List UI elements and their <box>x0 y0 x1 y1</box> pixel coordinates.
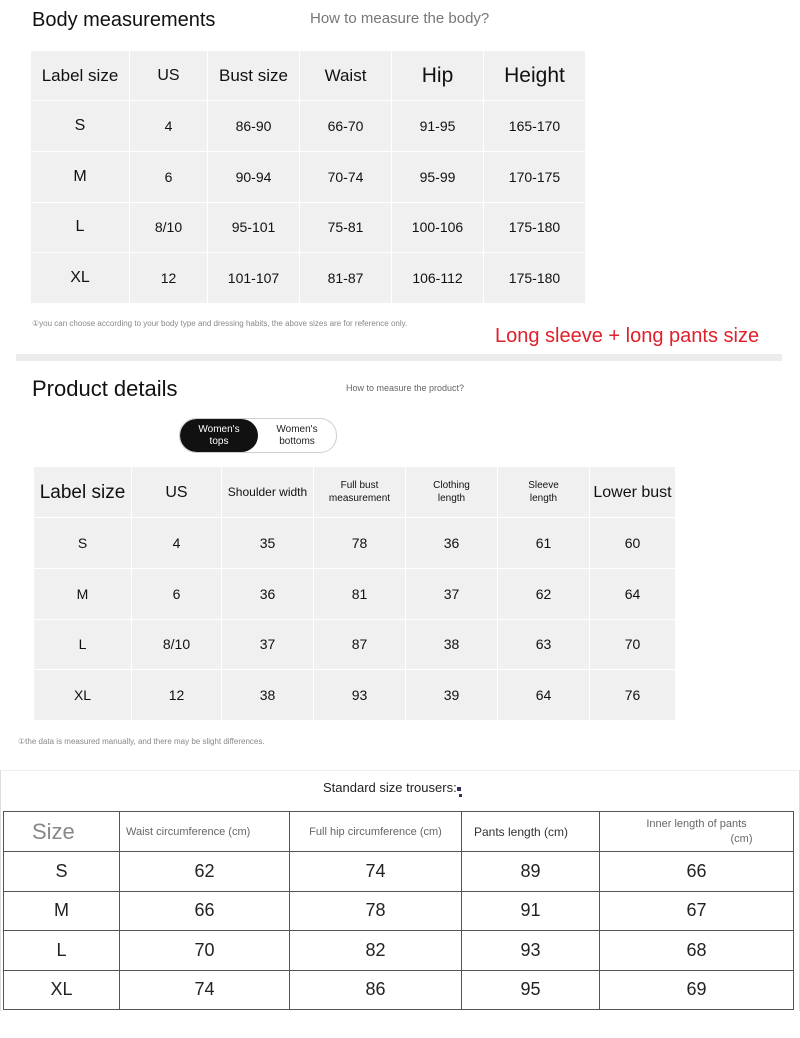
header-bust-size: Bust size <box>208 51 300 101</box>
cell-full-bust: 93 <box>314 670 406 721</box>
header-pants-length: Pants length (cm) <box>462 812 600 852</box>
header-size: Size <box>4 812 120 852</box>
cell-sleeve-length: 64 <box>498 670 590 721</box>
table-row <box>34 670 676 721</box>
sleeve-pants-size-note: Long sleeve + long pants size <box>495 325 760 347</box>
header-line: Inner length of pants <box>646 817 747 830</box>
table-header-row <box>4 812 794 852</box>
product-details-title: Product details <box>32 376 178 401</box>
header-full-bust <box>314 467 406 518</box>
header-line: measurement <box>328 493 391 504</box>
cell-sleeve-length: 62 <box>498 568 590 619</box>
cell-us: 8/10 <box>130 202 208 253</box>
cell-lower-bust: 70 <box>590 619 676 670</box>
header-label-size: Label size <box>34 467 132 518</box>
cell-size: XL <box>4 970 120 1010</box>
header-lower-bust: Lower bust <box>590 467 676 518</box>
header-line: length <box>437 493 466 504</box>
cell-waist: 75-81 <box>300 202 392 253</box>
body-measurements-table <box>30 50 586 304</box>
cell-inner-length: 66 <box>600 852 794 892</box>
table-row <box>4 970 794 1010</box>
cell-bust: 90-94 <box>208 151 300 202</box>
cell-height: 165-170 <box>484 101 586 152</box>
cell-hip: 95-99 <box>392 151 484 202</box>
header-shoulder-width: Shoulder width <box>222 467 314 518</box>
cell-clothing-length: 37 <box>406 568 498 619</box>
how-to-measure-product-link[interactable]: How to measure the product? <box>346 383 465 393</box>
header-inner-length <box>600 812 794 852</box>
cell-sleeve-length: 61 <box>498 518 590 569</box>
cell-shoulder: 35 <box>222 518 314 569</box>
cell-pants-length: 95 <box>462 970 600 1010</box>
body-reference-note: ①you can choose according to your body type and dressing habits, the above sizes are for reference only. <box>32 319 408 328</box>
header-hip: Hip <box>392 51 484 101</box>
cell-shoulder: 37 <box>222 619 314 670</box>
cell-inner-length: 67 <box>600 891 794 931</box>
cell-us: 12 <box>132 670 222 721</box>
cell-pants-length: 89 <box>462 852 600 892</box>
cell-waist: 81-87 <box>300 253 392 304</box>
cell-hip: 86 <box>290 970 462 1010</box>
tab-womens-tops[interactable] <box>180 419 258 452</box>
cell-clothing-length: 39 <box>406 670 498 721</box>
header-line: Clothing <box>433 480 470 491</box>
cell-us: 4 <box>132 518 222 569</box>
header-label-size: Label size <box>31 51 130 101</box>
cell-sleeve-length: 63 <box>498 619 590 670</box>
cell-height: 175-180 <box>484 202 586 253</box>
trousers-size-table <box>3 811 794 1010</box>
cell-waist: 70-74 <box>300 151 392 202</box>
manual-measure-note: ①the data is measured manually, and there may be slight differences. <box>18 737 265 746</box>
header-full-hip-circumference: Full hip circumference (cm) <box>290 812 462 852</box>
cell-us: 4 <box>130 101 208 152</box>
header-waist-circumference: Waist circumference (cm) <box>120 812 290 852</box>
cell-bust: 86-90 <box>208 101 300 152</box>
marker-dot-icon <box>457 787 461 791</box>
table-row <box>31 101 586 152</box>
cell-waist: 62 <box>120 852 290 892</box>
header-clothing-length <box>406 467 498 518</box>
cell-shoulder: 36 <box>222 568 314 619</box>
tab-label-line: Women's <box>276 423 318 435</box>
cell-clothing-length: 36 <box>406 518 498 569</box>
cell-size: M <box>34 568 132 619</box>
cell-size: S <box>34 518 132 569</box>
cell-size: L <box>4 931 120 971</box>
table-header-row <box>34 467 676 518</box>
cell-height: 175-180 <box>484 253 586 304</box>
cell-hip: 91-95 <box>392 101 484 152</box>
cell-size: L <box>34 619 132 670</box>
table-row <box>4 891 794 931</box>
cell-hip: 106-112 <box>392 253 484 304</box>
cell-size: XL <box>34 670 132 721</box>
cell-full-bust: 81 <box>314 568 406 619</box>
cell-size: M <box>4 891 120 931</box>
tab-womens-bottoms[interactable] <box>258 419 336 452</box>
table-header-row <box>31 51 586 101</box>
header-line: Sleeve <box>528 480 559 491</box>
cell-hip: 82 <box>290 931 462 971</box>
header-line: Full bust <box>340 480 379 491</box>
cell-lower-bust: 64 <box>590 568 676 619</box>
cell-lower-bust: 76 <box>590 670 676 721</box>
cell-shoulder: 38 <box>222 670 314 721</box>
cell-us: 6 <box>132 568 222 619</box>
cell-lower-bust: 60 <box>590 518 676 569</box>
body-measurements-title: Body measurements <box>32 9 216 31</box>
cell-size: L <box>31 202 130 253</box>
section-divider <box>16 354 782 361</box>
table-row <box>31 253 586 304</box>
cell-waist: 74 <box>120 970 290 1010</box>
table-row <box>4 852 794 892</box>
cell-size: XL <box>31 253 130 304</box>
cell-pants-length: 91 <box>462 891 600 931</box>
cell-inner-length: 68 <box>600 931 794 971</box>
cell-hip: 100-106 <box>392 202 484 253</box>
table-row <box>34 619 676 670</box>
product-details-table <box>33 466 676 721</box>
table-row <box>31 151 586 202</box>
cell-waist: 66-70 <box>300 101 392 152</box>
cell-inner-length: 69 <box>600 970 794 1010</box>
how-to-measure-body-link[interactable]: How to measure the body? <box>310 10 490 27</box>
cell-size: S <box>4 852 120 892</box>
cell-hip: 78 <box>290 891 462 931</box>
category-toggle[interactable] <box>179 418 337 453</box>
header-us: US <box>130 51 208 101</box>
table-row <box>31 202 586 253</box>
cell-height: 170-175 <box>484 151 586 202</box>
header-line: length <box>529 493 558 504</box>
cell-waist: 70 <box>120 931 290 971</box>
tab-label-line: tops <box>209 435 229 447</box>
tab-label-line: Women's <box>198 423 240 435</box>
marker-dot-icon <box>459 794 462 797</box>
cell-us: 8/10 <box>132 619 222 670</box>
header-sleeve-length <box>498 467 590 518</box>
cell-us: 6 <box>130 151 208 202</box>
cell-clothing-length: 38 <box>406 619 498 670</box>
cell-waist: 66 <box>120 891 290 931</box>
cell-hip: 74 <box>290 852 462 892</box>
cell-us: 12 <box>130 253 208 304</box>
table-row <box>34 568 676 619</box>
cell-bust: 95-101 <box>208 202 300 253</box>
table-row <box>34 518 676 569</box>
cell-size: M <box>31 151 130 202</box>
header-us: US <box>132 467 222 518</box>
cell-size: S <box>31 101 130 152</box>
cell-pants-length: 93 <box>462 931 600 971</box>
trousers-title: Standard size trousers: <box>323 780 457 795</box>
tab-label-line: bottoms <box>279 435 315 447</box>
header-line: (cm) <box>730 832 753 845</box>
header-height: Height <box>484 51 586 101</box>
header-waist: Waist <box>300 51 392 101</box>
cell-full-bust: 78 <box>314 518 406 569</box>
cell-full-bust: 87 <box>314 619 406 670</box>
table-row <box>4 931 794 971</box>
cell-bust: 101-107 <box>208 253 300 304</box>
